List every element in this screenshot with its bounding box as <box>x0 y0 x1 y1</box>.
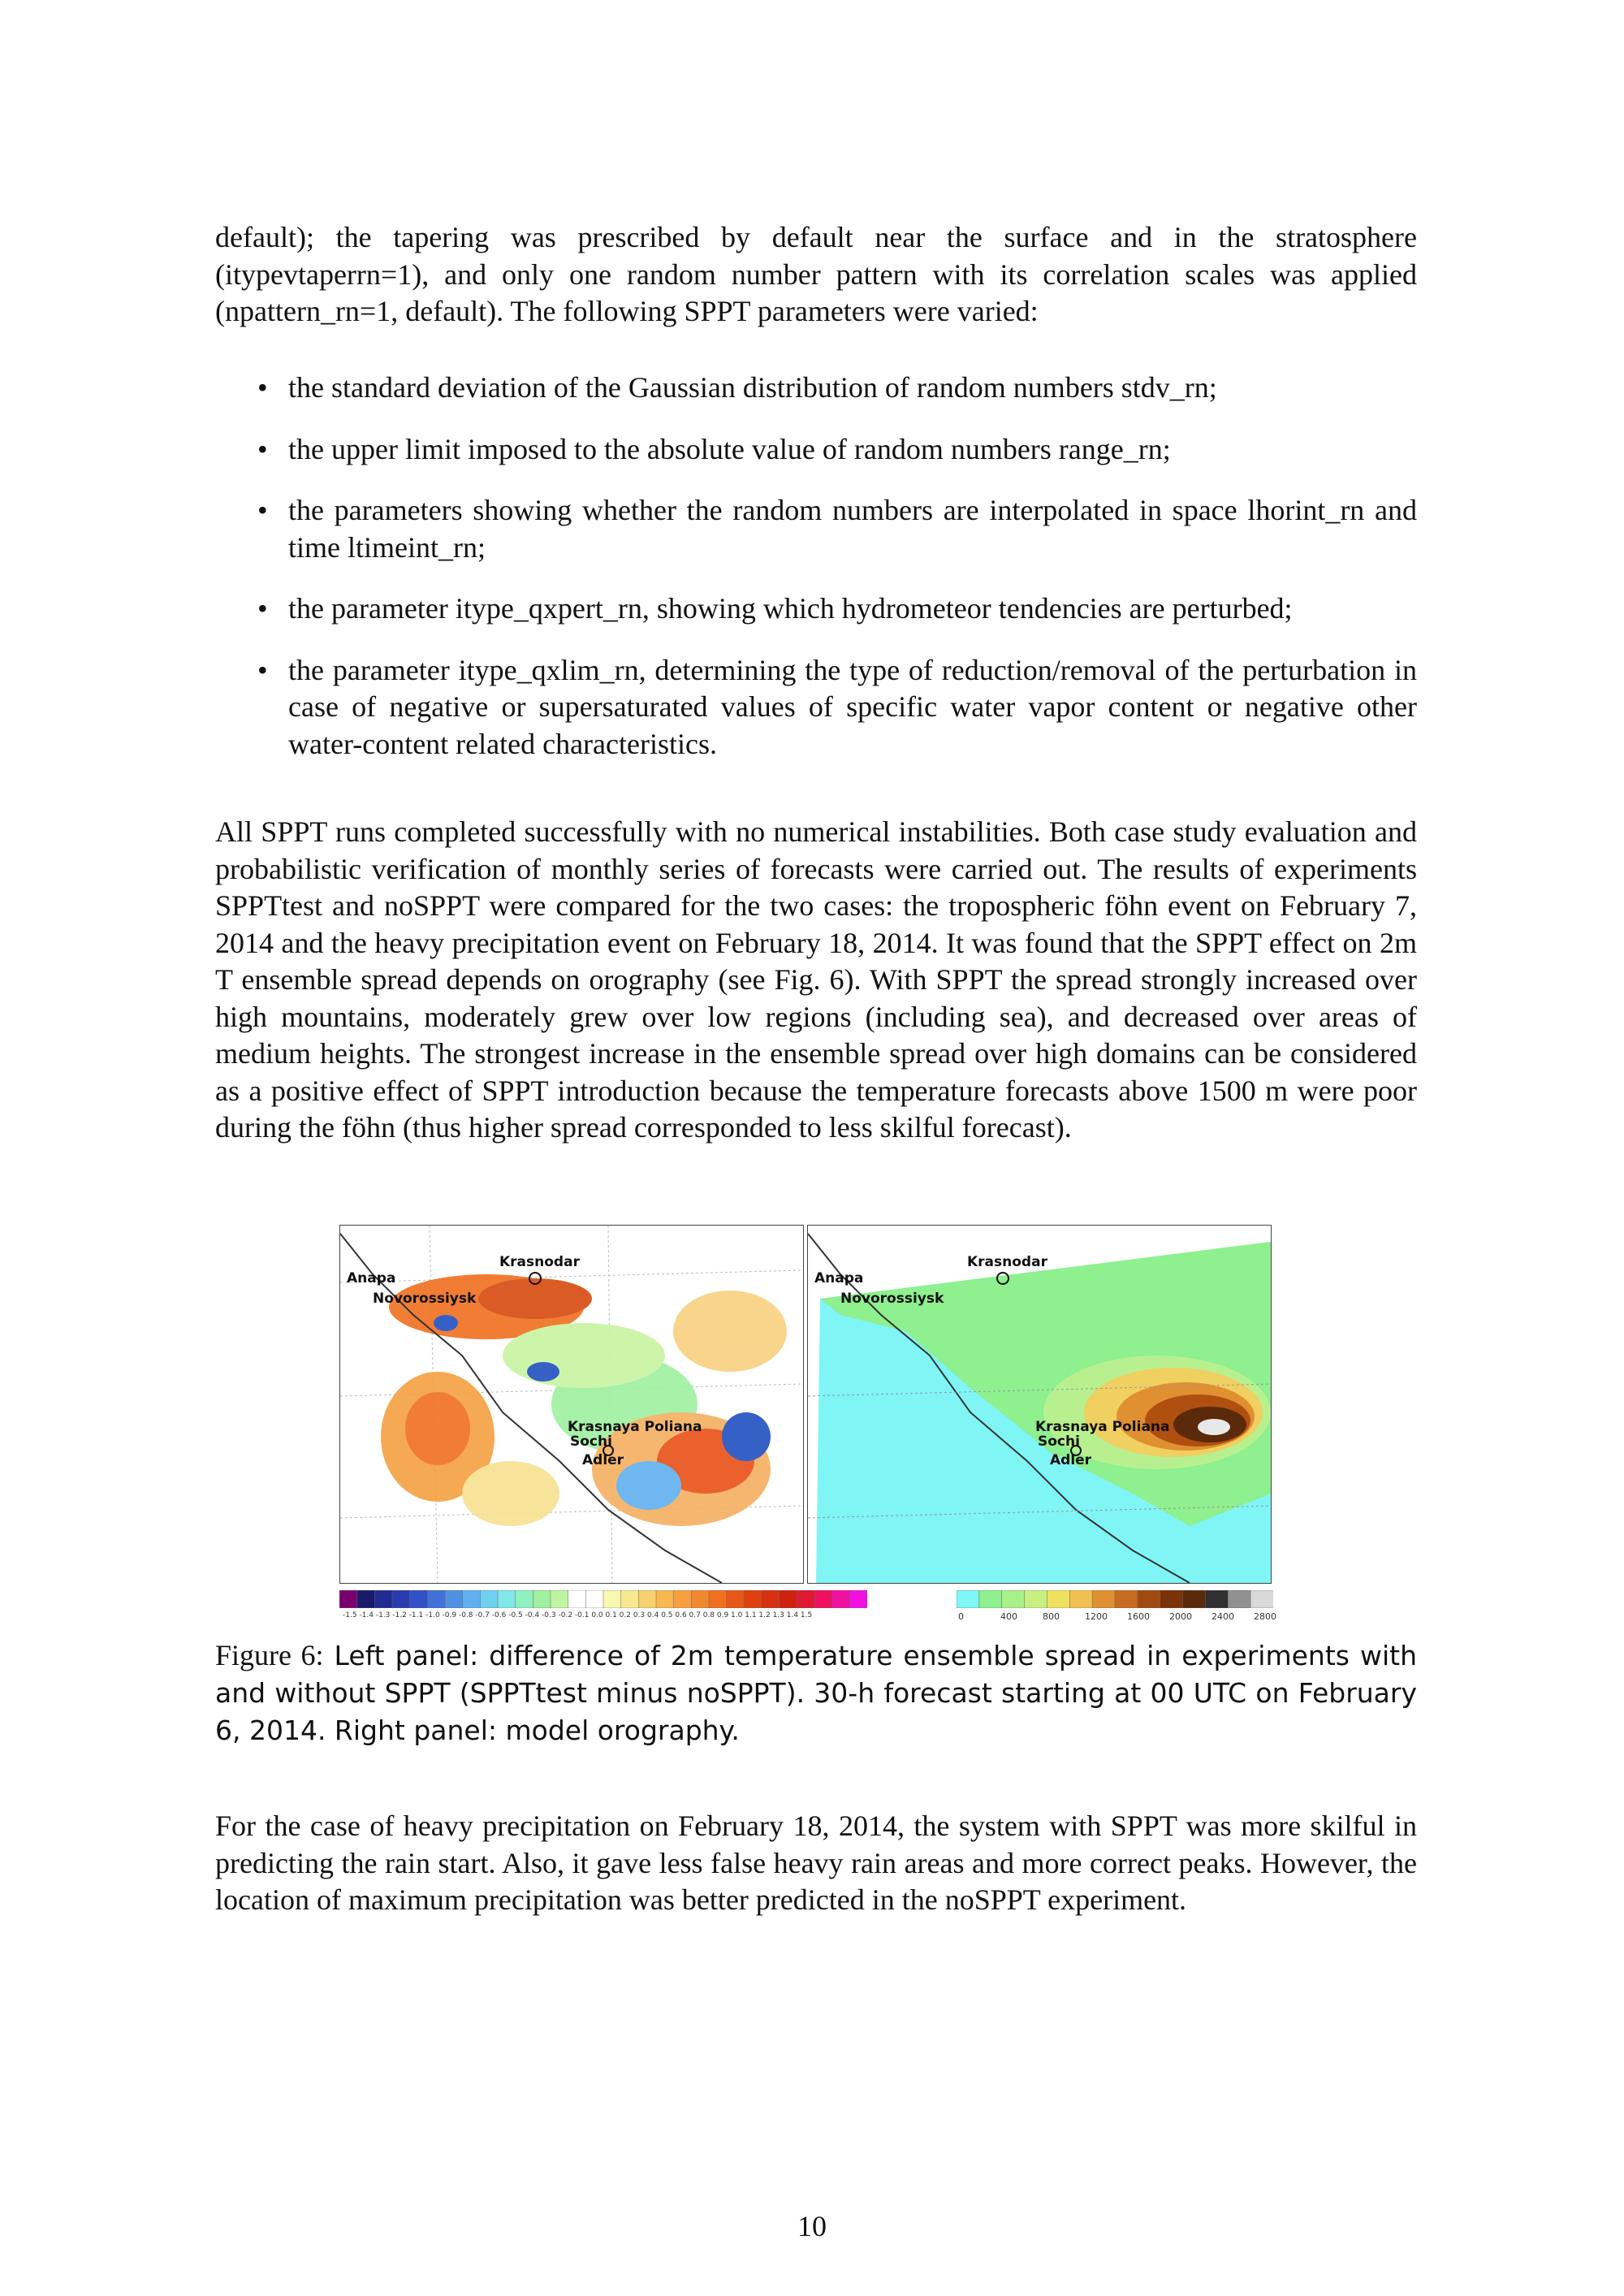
right-panel-orography-map <box>807 1225 1272 1584</box>
colorbar-tick-label: 800 <box>1043 1611 1060 1622</box>
colorbar-cell <box>603 1590 621 1608</box>
city-label-adler: Adler <box>1050 1452 1092 1468</box>
colorbar-tick-label: 400 <box>1000 1611 1017 1622</box>
colorbar-cell <box>691 1590 709 1608</box>
left-colorbar-labels: -1.5 -1.4 -1.3 -1.2 -1.1 -1.0 -0.9 -0.8 -0.7 -0.6 -0.5 -0.4 -0.3 -0.2 -0.1 0.0 0.1 0.2 0.3 0.4 0.5 0.6 0.7 0.8 0.9 1.0 1.1 1.2 1.3 1.4 1.5 <box>343 1611 813 1619</box>
list-item: • the parameter itype_qxpert_rn, showing which hydrometeor tendencies are perturbed; <box>215 590 1417 628</box>
colorbar-cell <box>849 1590 867 1608</box>
spread-difference-map-image <box>340 1226 803 1583</box>
colorbar-tick-label: 2400 <box>1212 1611 1234 1622</box>
colorbar-cell <box>585 1590 603 1608</box>
colorbar-cell <box>814 1590 832 1608</box>
colorbar-cell <box>1002 1590 1025 1608</box>
colorbar-cell <box>480 1590 498 1608</box>
colorbar-tick-label: 1600 <box>1127 1611 1150 1622</box>
colorbar-cell <box>1047 1590 1069 1608</box>
colorbar-tick-label: 2000 <box>1169 1611 1192 1622</box>
colorbar-cell <box>445 1590 463 1608</box>
colorbar-cell <box>357 1590 375 1608</box>
colorbar-cell <box>1025 1590 1047 1608</box>
city-label-novorossiysk: Novorossiysk <box>373 1291 477 1307</box>
paragraph-intro: default); the tapering was prescribed by default near the surface and in the stratosphere (itypevtaperrn=1), and only one random number pattern with its correlation scales was applied (npattern_rn=1, default). The following SPPT parameters were varied: <box>215 221 1417 327</box>
paragraph-results: All SPPT runs completed successfully with no numerical instabilities. Both case study evaluation and probabilistic verification of monthly series of forecasts were carried out. The results of experiments SPPTtest and noSPPT were compared for the two cases: the tropospheric föhn event on February 7, 2014 and the heavy precipitation event on February 18, 2014. It was found that the SPPT effect on 2m T ensemble spread depends on orography (see Fig. 6). With SPPT the spread strongly increased over high mountains, moderately grew over low regions (including sea), and decreased over areas of medium heights. The strongest increase in the ensemble spread over high domains can be considered as a positive effect of SPPT introduction because the temperature forecasts above 1500 m were poor during the föhn (thus higher spread corresponded to less skilful forecast). <box>215 815 1417 1144</box>
colorbar-tick-label: 1200 <box>1085 1611 1108 1622</box>
orography-map-image <box>808 1226 1271 1583</box>
colorbar-cell <box>516 1590 533 1608</box>
list-item: • the parameter itype_qxlim_rn, determining the type of reduction/removal of the perturbation in case of negative or supersaturated values of specific water vapor content or negative other water-content related characteristics. <box>215 652 1417 763</box>
colorbar-cell <box>656 1590 674 1608</box>
colorbar-cell <box>1183 1590 1206 1608</box>
colorbar-cell <box>797 1590 814 1608</box>
colorbar-cell <box>762 1590 780 1608</box>
colorbar-cell <box>551 1590 568 1608</box>
colorbar-cell <box>638 1590 656 1608</box>
city-label-adler: Adler <box>582 1452 624 1468</box>
colorbar-cell <box>979 1590 1002 1608</box>
colorbar-cell <box>744 1590 762 1608</box>
paragraph-precipitation: For the case of heavy precipitation on February 18, 2014, the system with SPPT was more skilful in predicting the rain start. Also, it gave less false heavy rain areas and more correct peaks. However, the location of maximum precipitation was better predicted in the noSPPT experiment. <box>215 1810 1417 1916</box>
city-label-sochi: Sochi <box>570 1433 612 1450</box>
colorbar-cell <box>832 1590 850 1608</box>
colorbar-cell <box>533 1590 551 1608</box>
caption-label: Figure 6: <box>215 1639 324 1671</box>
colorbar-cell <box>374 1590 392 1608</box>
colorbar-cell <box>1115 1590 1138 1608</box>
colorbar-cell <box>1069 1590 1092 1608</box>
colorbar-cell <box>1228 1590 1250 1608</box>
colorbar-cell <box>498 1590 516 1608</box>
page-number: 10 <box>797 2210 827 2242</box>
colorbar-cell <box>568 1590 586 1608</box>
colorbar-cell <box>709 1590 727 1608</box>
city-label-novorossiysk: Novorossiysk <box>840 1291 944 1307</box>
colorbar-cell <box>1160 1590 1183 1608</box>
list-item: • the upper limit imposed to the absolute value of random numbers range_rn; <box>215 431 1417 469</box>
colorbar-tick-label: 2800 <box>1254 1611 1276 1622</box>
city-label-krasnodar: Krasnodar <box>967 1254 1047 1270</box>
colorbar-cell <box>392 1590 410 1608</box>
colorbar-cell <box>780 1590 797 1608</box>
city-label-krasnaya-poliana: Krasnaya Poliana <box>568 1419 702 1435</box>
left-panel-spread-difference-map <box>339 1225 804 1584</box>
caption-text: Left panel: difference of 2m temperature ensemble spread in experiments with and without SPPT (SPPTtest minus noSPPT). 30-h forecast starting at 00 UTC on February 6, 2014. Right panel: model orography. <box>215 1640 1417 1746</box>
list-item: • the standard deviation of the Gaussian distribution of random numbers stdv_rn; <box>215 370 1417 407</box>
figure-caption <box>215 1637 1417 1749</box>
city-label-krasnodar: Krasnodar <box>499 1254 580 1270</box>
figure-6 <box>339 1225 1276 1624</box>
colorbar-cell <box>957 1590 979 1608</box>
city-label-anapa: Anapa <box>814 1270 864 1286</box>
colorbar-cell <box>727 1590 745 1608</box>
colorbar-cell <box>1092 1590 1115 1608</box>
right-colorbar <box>957 1590 1273 1608</box>
left-colorbar <box>339 1590 867 1608</box>
colorbar-cell <box>1250 1590 1273 1608</box>
colorbar-cell <box>410 1590 428 1608</box>
colorbar-cell <box>674 1590 692 1608</box>
list-item: • the parameters showing whether the random numbers are interpolated in space lhorint_rn and time ltimeint_rn; <box>215 492 1417 566</box>
colorbar-cell <box>427 1590 445 1608</box>
city-label-anapa: Anapa <box>347 1270 396 1286</box>
parameter-list <box>215 370 1417 787</box>
city-label-krasnaya-poliana: Krasnaya Poliana <box>1035 1419 1170 1435</box>
city-label-sochi: Sochi <box>1038 1433 1080 1450</box>
colorbar-cell <box>1138 1590 1160 1608</box>
colorbar-cell <box>621 1590 639 1608</box>
colorbar-cell <box>339 1590 357 1608</box>
colorbar-tick-label: 0 <box>958 1611 964 1622</box>
colorbar-cell <box>1205 1590 1228 1608</box>
colorbar-cell <box>463 1590 481 1608</box>
